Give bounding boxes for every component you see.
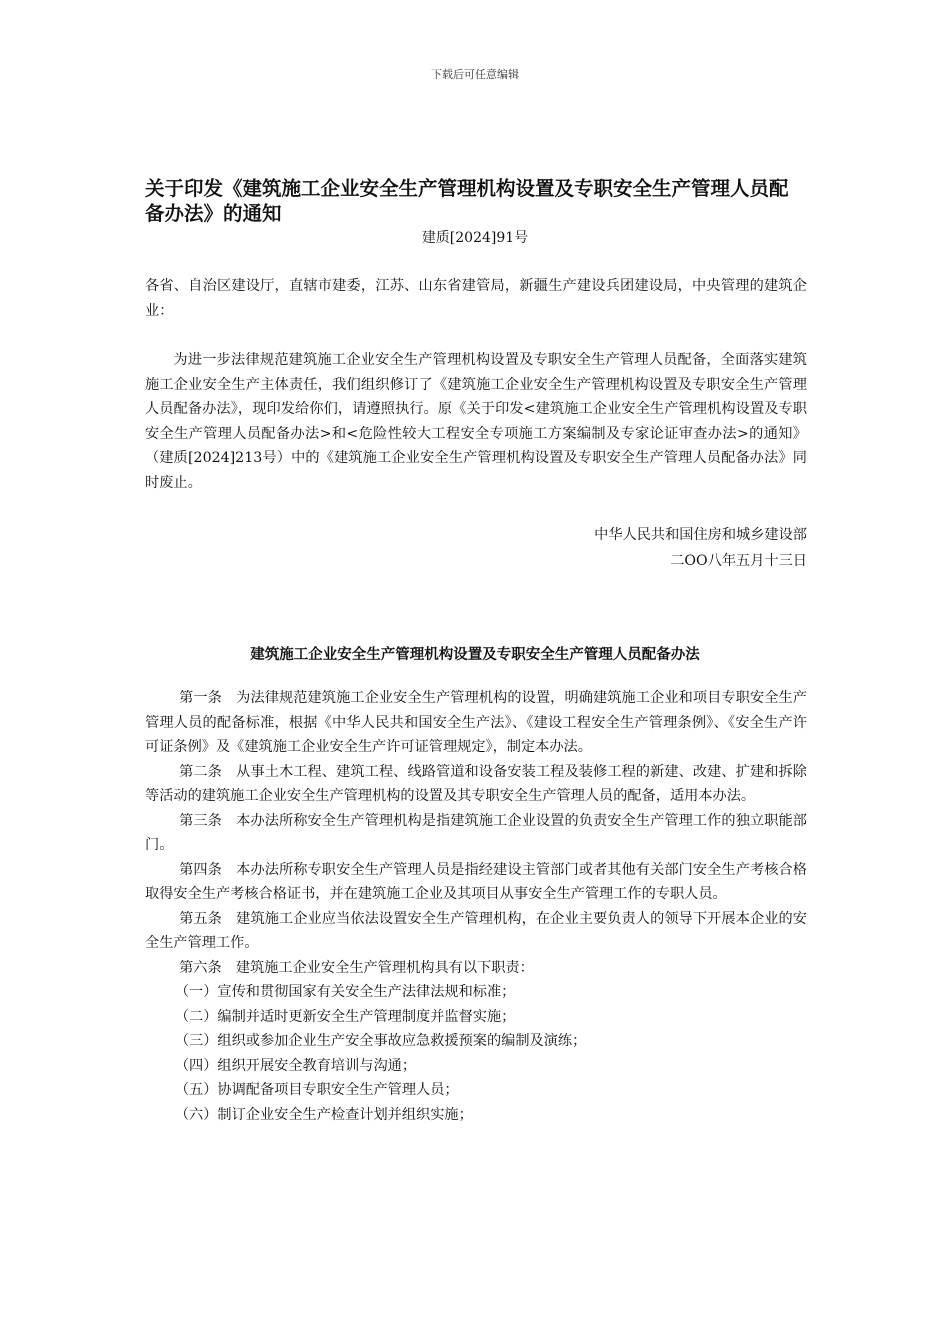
regulation-articles — [145, 686, 807, 1127]
issuer-name: 中华人民共和国住房和城乡建设部 — [594, 527, 807, 543]
duty-item-2: （二）编制并适时更新安全生产管理制度并监督实施； — [174, 1008, 516, 1025]
article-3: 第三条 本办法所称安全生产管理机构是指建筑施工企业设置的负责安全生产管理工作的独立职能部门。 — [145, 812, 807, 853]
article-2: 第二条 从事土木工程、建筑工程、线路管道和设备安装工程及装修工程的新建、改建、扩建和拆除等活动的建筑施工企业安全生产管理机构的设置及其专职安全生产管理人员的配备，适用本办法。 — [145, 763, 807, 804]
duty-item-3: （三）组织或参加企业生产安全事故应急救援预案的编制及演练； — [174, 1033, 587, 1049]
duty-item-4: （四）组织开展安全教育培训与沟通； — [174, 1057, 417, 1074]
regulation-title: 建筑施工企业安全生产管理机构设置及专职安全生产管理人员配备办法 — [250, 647, 700, 663]
issue-date: 二OO八年五月十三日 — [670, 553, 807, 569]
notice-title: 关于印发《建筑施工企业安全生产管理机构设置及专职安全生产管理人员配备办法》的通知 — [145, 177, 789, 225]
duty-item-5: （五）协调配备项目专职安全生产管理人员； — [174, 1082, 459, 1098]
header-note: 下载后可任意编辑 — [431, 68, 519, 81]
recipients-paragraph: 各省、自治区建设厅，直辖市建委，江苏、山东省建管局，新疆生产建设兵团建设局，中央管理的建筑企业： — [145, 278, 807, 319]
document-number: 建质[2024]91号 — [421, 230, 529, 246]
notice-body-paragraph: 为进一步法律规范建筑施工企业安全生产管理机构设置及专职安全生产管理人员配备，全面落实建筑施工企业安全生产主体责任，我们组织修订了《建筑施工企业安全生产管理机构设置及专职安全生产管理人员配备办法》，现印发给你们，请遵照执行。原《关于印发<建筑施工企业安全生产管理机构设置及专职安全生产管理人员配备办法>和<危险性较大工程安全专项施工方案编制及专家论证审查办法>的通知》（建质[2024]213号）中的《建筑施工企业安全生产管理机构设置及专职安全生产管理人员配备办法》同时废止。 — [145, 352, 807, 491]
article-1: 第一条 为法律规范建筑施工企业安全生产管理机构的设置，明确建筑施工企业和项目专职安全生产管理人员的配备标准，根据《中华人民共和国安全生产法》、《建设工程安全生产管理条例》、《安全生产许可证条例》及《建筑施工企业安全生产许可证管理规定》，制定本办法。 — [145, 690, 807, 755]
article-5: 第五条 建筑施工企业应当依法设置安全生产管理机构，在企业主要负责人的领导下开展本企业的安全生产管理工作。 — [145, 910, 807, 951]
duty-item-1: （一）宣传和贯彻国家有关安全生产法律法规和标准； — [174, 984, 516, 1000]
signature-block — [145, 522, 807, 574]
duty-item-6: （六）制订企业安全生产检查计划并组织实施； — [174, 1106, 473, 1123]
article-6: 第六条 建筑施工企业安全生产管理机构具有以下职责： — [179, 959, 534, 976]
article-4: 第四条 本办法所称专职安全生产管理人员是指经建设主管部门或者其他有关部门安全生产考核合格取得安全生产考核合格证书，并在建筑施工企业及其项目从事安全生产管理工作的专职人员。 — [145, 861, 807, 902]
